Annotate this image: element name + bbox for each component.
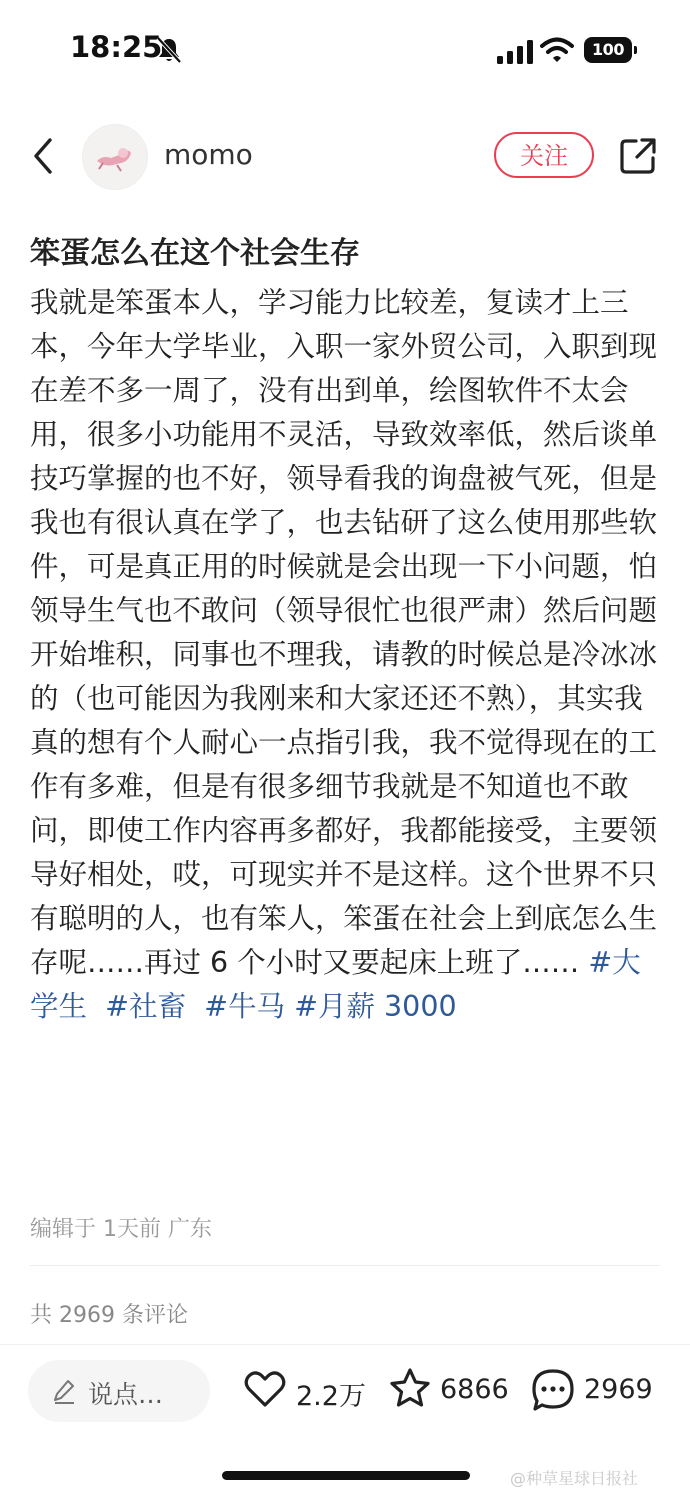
- cellular-signal-icon: [497, 40, 533, 64]
- favorite-count: 6866: [440, 1374, 509, 1405]
- post-title: 笨蛋怎么在这个社会生存: [30, 236, 360, 271]
- post-body: [30, 281, 664, 1029]
- comment-placeholder: 说点…: [88, 1380, 164, 1409]
- comment-count-bottom: 2969: [584, 1374, 653, 1405]
- like-button[interactable]: [242, 1366, 382, 1416]
- home-indicator: [222, 1471, 470, 1480]
- comment-count: 共 2969 条评论: [30, 1303, 188, 1328]
- pencil-icon: [52, 1378, 76, 1404]
- avatar[interactable]: [82, 124, 148, 190]
- hashtag-college-student[interactable]: #大学生: [30, 946, 641, 1023]
- wifi-icon: [540, 36, 574, 64]
- post-meta: 编辑于 1天前 广东: [30, 1217, 212, 1242]
- status-time: 18:25: [70, 30, 163, 64]
- like-count: 2.2万: [296, 1381, 366, 1412]
- comment-input[interactable]: [28, 1360, 210, 1422]
- divider: [30, 1265, 660, 1266]
- post-body-text: 我就是笨蛋本人，学习能力比较差，复读才上三本，今年大学毕业，入职一家外贸公司，入职到现在差不多一周了，没有出到单，绘图软件不太会用，很多小功能用不灵活，导致效率低，然后谈单技巧掌握的也不好，领导看我的询盘被气死，但是我也有很认真在学了，也去钻研了这么使用那些软件，可是真正用的时候就是会出现一下小问题，怕领导生气也不敢问（领导很忙也很严肃）然后问题开始堆积，同事也不理我，请教的时候总是冷冰冰的（也可能因为我刚来和大家还还不熟），其实我真的想有个人耐心一点指引我，我不觉得现在的工作有多难，但是有很多细节我就是不知道也不敢问，即使工作内容再多都好，我都能接受，主要领导好相处，哎，可现实并不是这样。这个世界不只有聪明的人，也有笨人，笨蛋在社会上到底怎么生存呢……再过 6 个小时又要起床上班了……: [30, 286, 658, 979]
- comment-button[interactable]: [530, 1366, 664, 1416]
- post-header: [0, 120, 690, 192]
- back-chevron-icon[interactable]: [28, 134, 58, 178]
- star-icon: [386, 1366, 434, 1412]
- username[interactable]: momo: [164, 138, 253, 171]
- divider: [0, 1344, 690, 1345]
- hashtag-salary[interactable]: #月薪 3000: [294, 990, 457, 1023]
- heart-icon: [242, 1366, 288, 1412]
- mute-bell-icon: [156, 36, 182, 64]
- watermark: @种草星球日报社: [510, 1469, 639, 1488]
- battery-indicator: 100: [584, 37, 632, 63]
- favorite-button[interactable]: [386, 1366, 522, 1416]
- comment-bubble-icon: [530, 1366, 576, 1414]
- avatar-illustration-icon: [83, 125, 147, 189]
- share-icon[interactable]: [618, 136, 658, 176]
- status-bar: [0, 0, 690, 100]
- follow-button[interactable]: 关注: [494, 132, 594, 178]
- hashtag-workhorse[interactable]: #牛马: [204, 990, 286, 1023]
- hashtag-office-worker[interactable]: #社畜: [105, 990, 187, 1023]
